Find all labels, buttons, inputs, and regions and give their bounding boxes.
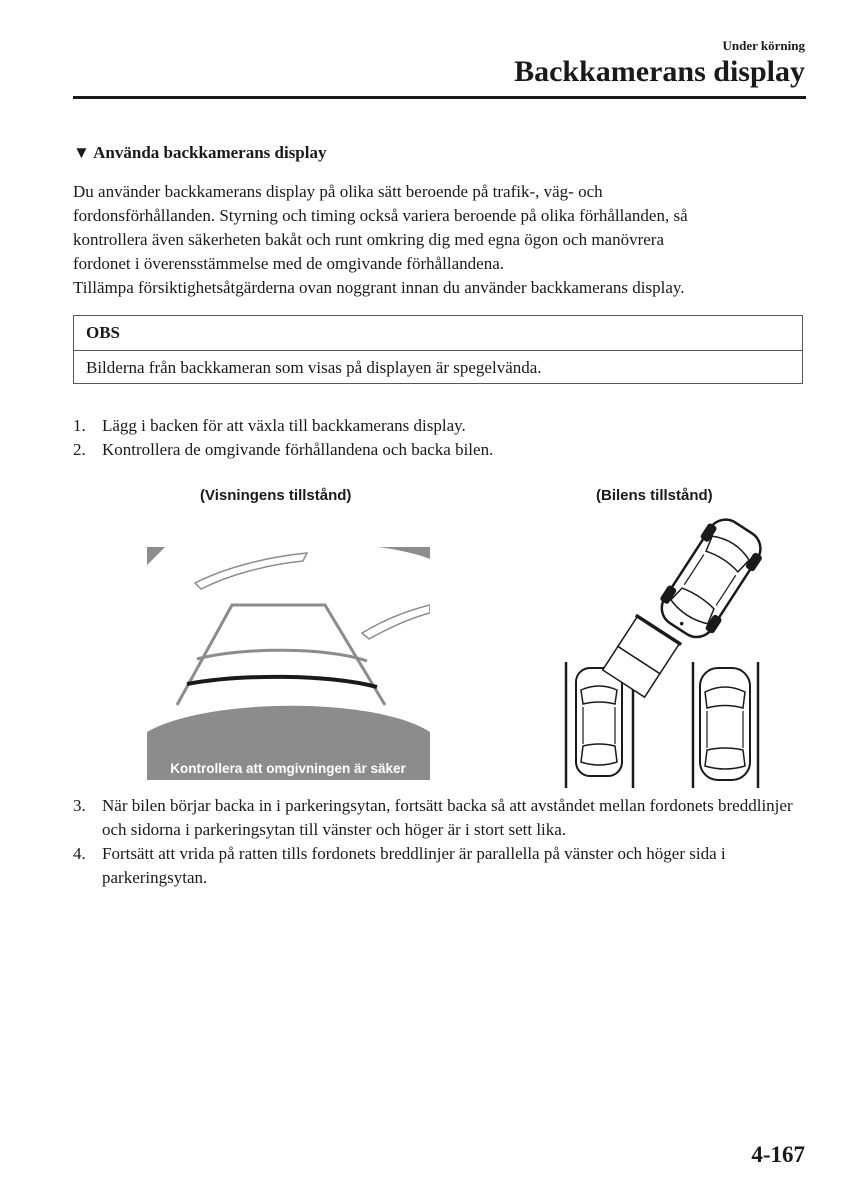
step-item — [73, 842, 808, 890]
steps-list-b — [73, 794, 808, 890]
intro-line: kontrollera även säkerheten bakåt och runt omkring dig med egna ögon och manövrera — [73, 230, 665, 249]
step-item — [73, 794, 808, 842]
title-rule — [73, 96, 806, 99]
obs-text: Bilderna från backkameran som visas på displayen är spegelvända. — [86, 358, 542, 377]
obs-note-box — [73, 315, 803, 384]
intro-line: fordonet i överensstämmelse med de omgivande förhållandena. — [73, 254, 504, 273]
parking-scene-illustration — [548, 512, 778, 788]
page-number: 4-167 — [751, 1142, 805, 1167]
intro-line: fordonsförhållanden. Styrning och timing också variera beroende på olika förhållanden, så — [73, 206, 688, 225]
section-label: Under körning — [722, 38, 805, 53]
parked-car-left — [576, 668, 622, 776]
triangle-marker-icon: ▼ — [73, 143, 90, 162]
subheading — [73, 143, 326, 163]
step-text: Fortsätt att vrida på ratten tills fordonets breddlinjer är parallella på vänster och höger sida i parkeringsytan. — [102, 844, 726, 887]
rear-camera-screen-illustration — [147, 547, 430, 780]
page-title: Backkamerans display — [514, 55, 805, 88]
step-text: Lägg i backen för att växla till backkamerans display. — [102, 416, 466, 435]
screen-warning-message: Kontrollera att omgivningen är säker — [170, 761, 406, 776]
vehicle-caption: (Bilens tillstånd) — [596, 487, 713, 504]
obs-title: OBS — [74, 316, 802, 351]
road-area — [147, 547, 430, 732]
intro-line: Tillämpa försiktighetsåtgärderna ovan noggrant innan du använder backkamerans display. — [73, 278, 685, 297]
parked-car-right — [700, 668, 750, 780]
reversing-car — [652, 512, 771, 646]
step-number: 1. — [73, 416, 86, 435]
step-number: 2. — [73, 440, 86, 459]
step-number: 4. — [73, 844, 86, 863]
step-text: När bilen börjar backa in i parkeringsytan, fortsätt backa så att avståndet mellan fordonets breddlinjer och sidorna i parkeringsytan till vänster och höger är i stort sett lika. — [102, 796, 793, 839]
step-text: Kontrollera de omgivande förhållandena och backa bilen. — [102, 440, 494, 459]
steps-list-a — [73, 414, 808, 462]
step-item — [73, 414, 808, 438]
intro-line: Du använder backkamerans display på olika sätt beroende på trafik-, väg- och — [73, 182, 603, 201]
subheading-text: Använda backkamerans display — [93, 143, 327, 162]
intro-paragraph — [73, 180, 808, 300]
step-number: 3. — [73, 796, 86, 815]
display-caption: (Visningens tillstånd) — [200, 487, 352, 504]
step-item — [73, 438, 808, 462]
